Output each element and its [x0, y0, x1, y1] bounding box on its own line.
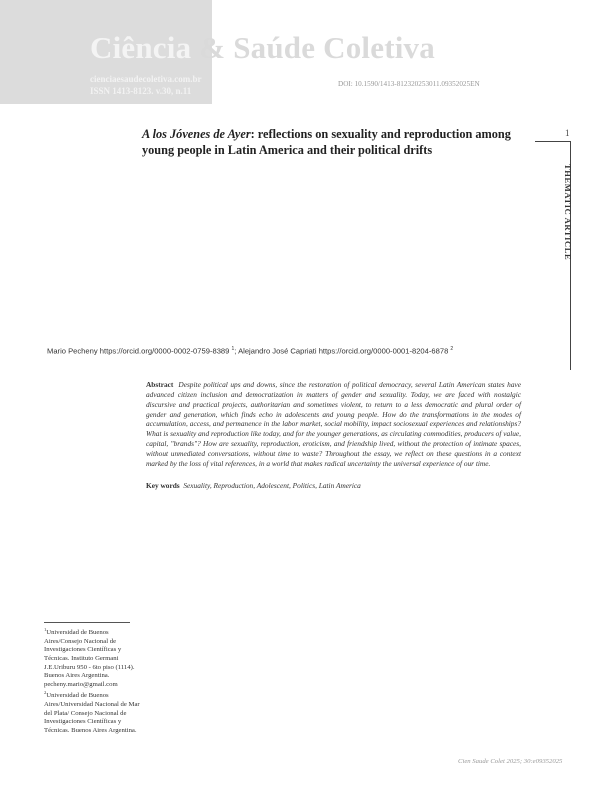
keywords-text: Sexuality, Reproduction, Adolescent, Politics, Latin America	[183, 481, 361, 490]
keywords	[146, 481, 521, 490]
author-1-affiliation-mark: 1	[231, 346, 235, 352]
page-number: 1	[565, 128, 570, 138]
author-separator: ;	[234, 346, 239, 356]
footer-citation: Cien Saude Colet 2025; 30:e09352025	[458, 758, 563, 765]
authors-line	[47, 346, 453, 356]
affiliation-1	[44, 626, 142, 689]
abstract-label: Abstract	[146, 380, 174, 389]
corner-rule	[535, 141, 570, 142]
journal-name-part2: & Saúde Coletiva	[191, 30, 435, 65]
abstract-text: Despite political ups and downs, since the restoration of political democracy, several Latin American states have advanced citizen inclusion and democratization in matters of gender and sexuality. Today, we are faced with nostalgic discursive and practical projects, authoritarian and sometimes violent, to return to a less democratic and plural order of gender and generation, which finds echo in adolescents and young people. How do the transformations in the modes of accumulation, access, and permanence in the labor market, social mobility, impact sociosexual experiences and relationships? What is sexuality and reproduction like today, and for the younger generations, as circulating commodities, producers of value, capital, "brands"? How are sexuality, reproduction, eroticism, and friendship lived, without the protection of intimate spaces, without unmediated conversations, without time to waste? Throughout the essay, we reflect on these questions in a context marked by the loss of vital references, in a world that makes radical uncertainty the universal experience of our time.	[146, 380, 522, 468]
affiliations-rule	[44, 622, 130, 623]
keywords-label: Key words	[146, 481, 180, 490]
article-title-rest: : reflections on sexuality and reproduction among young people in Latin America and their political drifts	[142, 127, 511, 157]
affiliation-2-mark: 2	[44, 690, 47, 696]
abstract	[146, 380, 521, 469]
affiliation-2-text: Universidad de Buenos Aires/Universidad Nacional de Mar del Plata/ Consejo Nacional de Investigaciones Científicas y Técnicas. Buenos Aires Argentina.	[44, 692, 140, 734]
affiliation-2	[44, 689, 142, 735]
author-2[interactable]: Alejandro José Capriati https://orcid.org/0000-0001-8204-6878	[238, 346, 451, 356]
author-2-affiliation-mark: 2	[450, 346, 454, 352]
article-title	[142, 126, 522, 158]
affiliations	[44, 626, 142, 736]
article-title-italic: A los Jóvenes de Ayer	[142, 127, 251, 141]
doi[interactable]: DOI: 10.1590/1413-812320253011.09352025EN	[338, 80, 480, 88]
affiliation-1-text: Universidad de Buenos Aires/Consejo Nacional de Investigaciones Científicas y Técnicas. Instituto Germani J.E.Uriburu 950 - 6to piso (1114). Buenos Aires Argentina. pecheny.mario@gmail.com	[44, 629, 135, 688]
journal-website[interactable]: cienciaesaudecoletiva.com.br	[90, 74, 202, 84]
affiliation-1-mark: 1	[44, 627, 47, 632]
section-label: THEMATIC ARTICLE	[563, 164, 573, 261]
journal-title	[90, 30, 435, 66]
journal-issn: ISSN 1413-8123. v.30, n.11	[90, 86, 192, 96]
journal-name-part1: Ciência	[90, 30, 192, 65]
author-1[interactable]: Mario Pecheny https://orcid.org/0000-0002-0759-8389	[47, 346, 232, 356]
